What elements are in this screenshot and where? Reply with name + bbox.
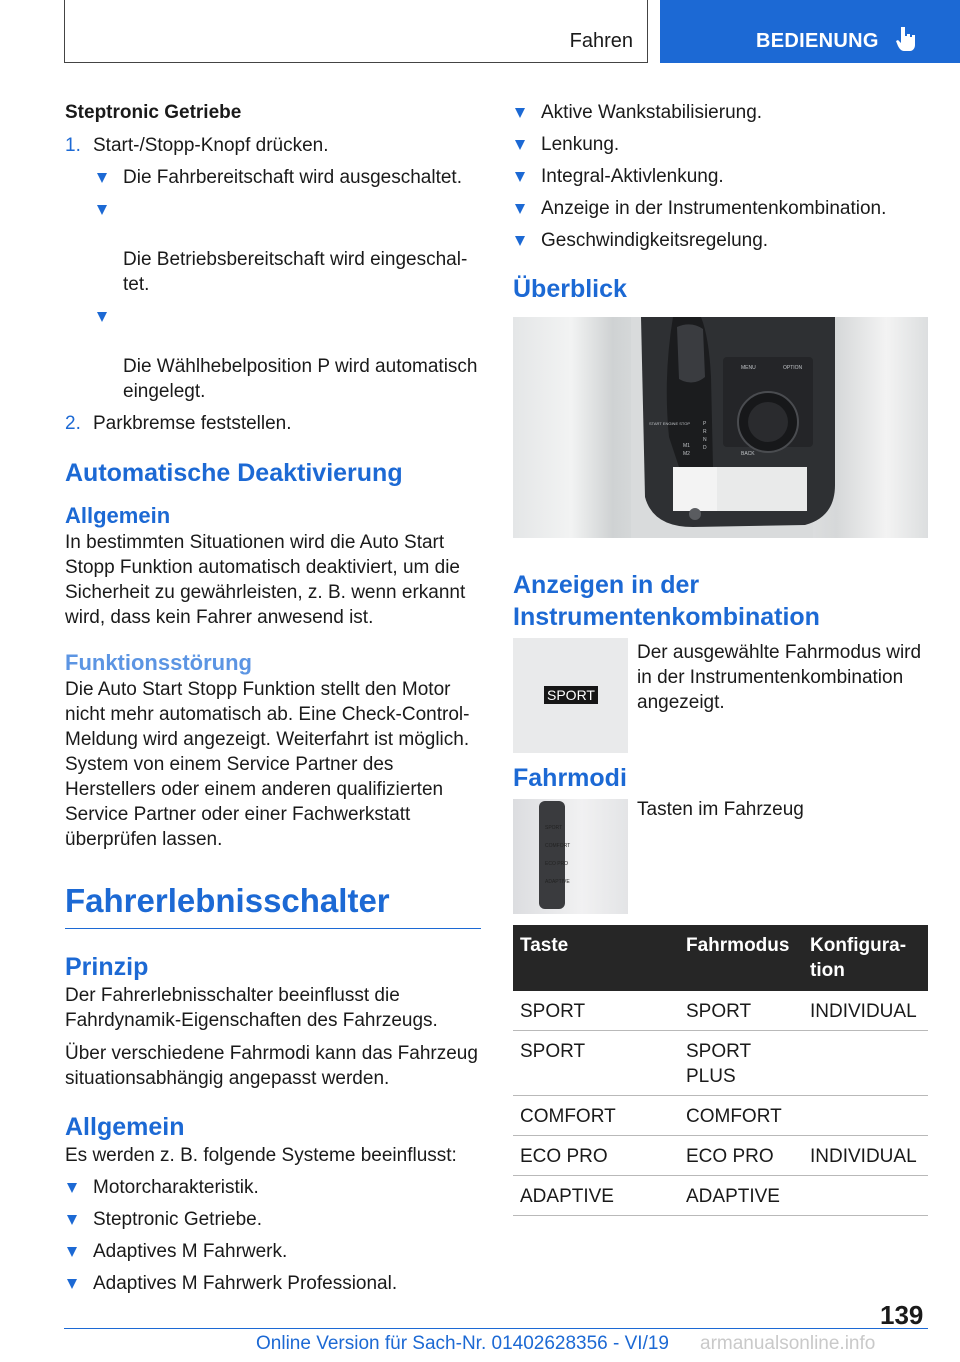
table-header-cell: Fahrmodus: [679, 925, 803, 991]
table-cell: ECO PRO: [679, 1136, 803, 1176]
subsection-heading: Überblick: [513, 275, 627, 303]
table-cell: SPORT PLUS: [679, 1031, 803, 1096]
table-cell: SPORT: [513, 1031, 679, 1096]
table-header-row: [513, 925, 928, 991]
subsection-heading: Allgemein: [65, 1113, 185, 1141]
header-chapter-title: BEDIENUNG: [756, 30, 879, 52]
bullet-triangle-icon: [515, 236, 525, 246]
watermark: armanualsonline.info: [700, 1333, 876, 1354]
table-cell: [803, 1096, 928, 1136]
table-cell: ECO PRO: [513, 1136, 679, 1176]
bullet-triangle-icon: [67, 1183, 77, 1193]
console-label-d: D: [703, 445, 707, 451]
list-item-text: Geschwindigkeitsregelung.: [541, 230, 769, 251]
sport-display-image: [513, 638, 628, 753]
mode-button-labels: [545, 819, 595, 891]
pointing-hand-icon: [896, 26, 918, 52]
bullet-triangle-icon: [515, 108, 525, 118]
steptronic-title: Steptronic Getriebe: [65, 102, 242, 123]
header-chapter-tab: [660, 0, 960, 63]
list-item-text: Anzeige in der Instrumentenkombination.: [541, 198, 887, 219]
table-cell: INDIVIDUAL: [803, 1136, 928, 1176]
table-row: [513, 1136, 928, 1176]
bullet-triangle-icon: [67, 1279, 77, 1289]
console-label-option: OPTION: [783, 365, 803, 371]
bullet-triangle-icon: [515, 140, 525, 150]
step-item: [65, 133, 481, 158]
table-cell: COMFORT: [679, 1096, 803, 1136]
online-version-text: Online Version für Sach-Nr. 01402628356 - VI/19: [256, 1333, 669, 1354]
list-item: [513, 100, 928, 125]
section-heading: Automatische Deaktivierung: [65, 459, 403, 487]
table-row: [513, 1176, 928, 1216]
bullet-triangle-icon: [515, 172, 525, 182]
subsection-heading: Funktionsstörung: [65, 650, 252, 675]
step-text: Start-/Stopp-Knopf drücken.: [93, 135, 329, 156]
subsection-heading: Fahrmodi: [513, 764, 627, 792]
list-item: [65, 304, 481, 404]
table-cell: COMFORT: [513, 1096, 679, 1136]
list-item-text: Steptronic Getriebe.: [93, 1209, 262, 1230]
console-label-m1: M1: [683, 443, 690, 449]
list-item-text: Die Fahrbereitschaft wird ausgeschaltet.: [123, 167, 462, 188]
list-item-text: Die Wählhebelposition P wird automatisch eingelegt.: [123, 356, 478, 402]
list-item: [65, 1175, 481, 1200]
mode-label: COMFORT: [545, 843, 571, 849]
bullet-triangle-icon: [97, 312, 107, 322]
subsection-heading: Allgemein: [65, 503, 171, 528]
footer-divider: [64, 1328, 928, 1329]
right-column: [513, 100, 928, 1216]
page-number: 139: [880, 1300, 924, 1330]
fahrmodi-block: [513, 799, 928, 917]
table-cell: SPORT: [513, 991, 679, 1031]
console-label-r: R: [703, 429, 707, 435]
step-number: 2.: [65, 413, 81, 434]
list-item: [65, 1271, 481, 1296]
table-cell: SPORT: [679, 991, 803, 1031]
table-cell: [803, 1176, 928, 1216]
mode-label: SPORT: [545, 825, 563, 831]
bullet-triangle-icon: [97, 205, 107, 215]
heading-divider: [65, 928, 481, 929]
paragraph: Der Fahrerlebnisschalter beeinflusst die Fahrdynamik-Eigenschaften des Fahrzeugs.: [65, 985, 438, 1031]
mode-buttons-image: [513, 799, 628, 914]
console-label-start-stop: START ENGINE STOP: [649, 421, 691, 426]
paragraph: Über verschiedene Fahrmodi kann das Fahrzeug situationsabhängig angepasst werden.: [65, 1043, 478, 1089]
paragraph: Es werden z. B. folgende Systeme beeinflusst:: [65, 1145, 457, 1166]
table-cell: [803, 1031, 928, 1096]
list-item-text: Motorcharakteristik.: [93, 1177, 259, 1198]
list-item-text: Adaptives M Fahrwerk.: [93, 1241, 288, 1262]
paragraph: Tasten im Fahrzeug: [637, 799, 804, 820]
console-label-m2: M2: [683, 451, 690, 457]
step-item: [65, 411, 481, 436]
list-item: [65, 197, 481, 297]
paragraph: Der ausgewählte Fahrmodus wird in der Instrumentenkombination angezeigt.: [637, 642, 922, 713]
bullet-triangle-icon: [515, 204, 525, 214]
subsection-heading: Anzeigen in der Instrumentenkombination: [513, 571, 820, 631]
bullet-triangle-icon: [97, 173, 107, 183]
table-cell: ADAPTIVE: [679, 1176, 803, 1216]
center-console-image: [513, 317, 928, 538]
chapter-heading: Fahrerlebnisschalter: [65, 882, 390, 919]
paragraph: In bestimmten Situationen wird die Auto Start Stopp Funktion automatisch deaktiviert, um die Sicherheit zu gewährleisten, z. B. wenn erkannt wird, dass kein Fahrer anwesend ist.: [65, 532, 466, 628]
console-label-n: N: [703, 437, 707, 443]
table-header-cell: Taste: [513, 925, 679, 991]
anzeigen-block: [513, 638, 928, 756]
mode-label: ADAPTIVE: [545, 879, 570, 885]
table-row: [513, 991, 928, 1031]
list-item: [65, 1207, 481, 1232]
mode-table: [513, 925, 928, 1216]
list-item-text: Adaptives M Fahrwerk Professional.: [93, 1273, 398, 1294]
list-item: [65, 1239, 481, 1264]
table-row: [513, 1031, 928, 1096]
list-item-text: Aktive Wankstabilisierung.: [541, 102, 763, 123]
paragraph: Die Auto Start Stopp Funktion stellt den Motor nicht mehr automatisch ab. Eine Check-Control-Meldung wird angezeigt. Weiterfahrt ist möglich. System von einem Service Partner des Herstellers oder einem anderen qualifizierten Service Partner oder einer Fachwerkstatt überprüfen lassen.: [65, 679, 470, 850]
mode-label: ECO PRO: [545, 861, 569, 867]
step-number: 1.: [65, 135, 81, 156]
console-label-p: P: [703, 421, 707, 427]
list-item: [65, 165, 481, 190]
bullet-triangle-icon: [67, 1247, 77, 1257]
list-item-text: Lenkung.: [541, 134, 620, 155]
console-label-menu: MENU: [741, 365, 756, 371]
step-text: Parkbremse feststellen.: [93, 413, 292, 434]
list-item: [513, 132, 928, 157]
table-cell: INDIVIDUAL: [803, 991, 928, 1031]
left-column: [65, 100, 481, 1296]
center-console-drawing: [513, 317, 928, 538]
list-item: [513, 164, 928, 189]
table-header-cell: Konfigura- tion: [803, 925, 928, 991]
bullet-triangle-icon: [67, 1215, 77, 1225]
list-item: [513, 228, 928, 253]
table-cell: ADAPTIVE: [513, 1176, 679, 1216]
list-item-text: Integral-Aktivlenkung.: [541, 166, 724, 187]
sport-display-label: SPORT: [544, 686, 598, 704]
header-section-box: [64, 0, 648, 63]
table-row: [513, 1096, 928, 1136]
console-label-back: BACK: [741, 451, 755, 457]
list-item: [513, 196, 928, 221]
header-section-title: Fahren: [569, 30, 633, 52]
subsection-heading: Prinzip: [65, 953, 149, 981]
list-item-text: Die Betriebsbereitschaft wird eingeschal- tet.: [123, 249, 468, 295]
